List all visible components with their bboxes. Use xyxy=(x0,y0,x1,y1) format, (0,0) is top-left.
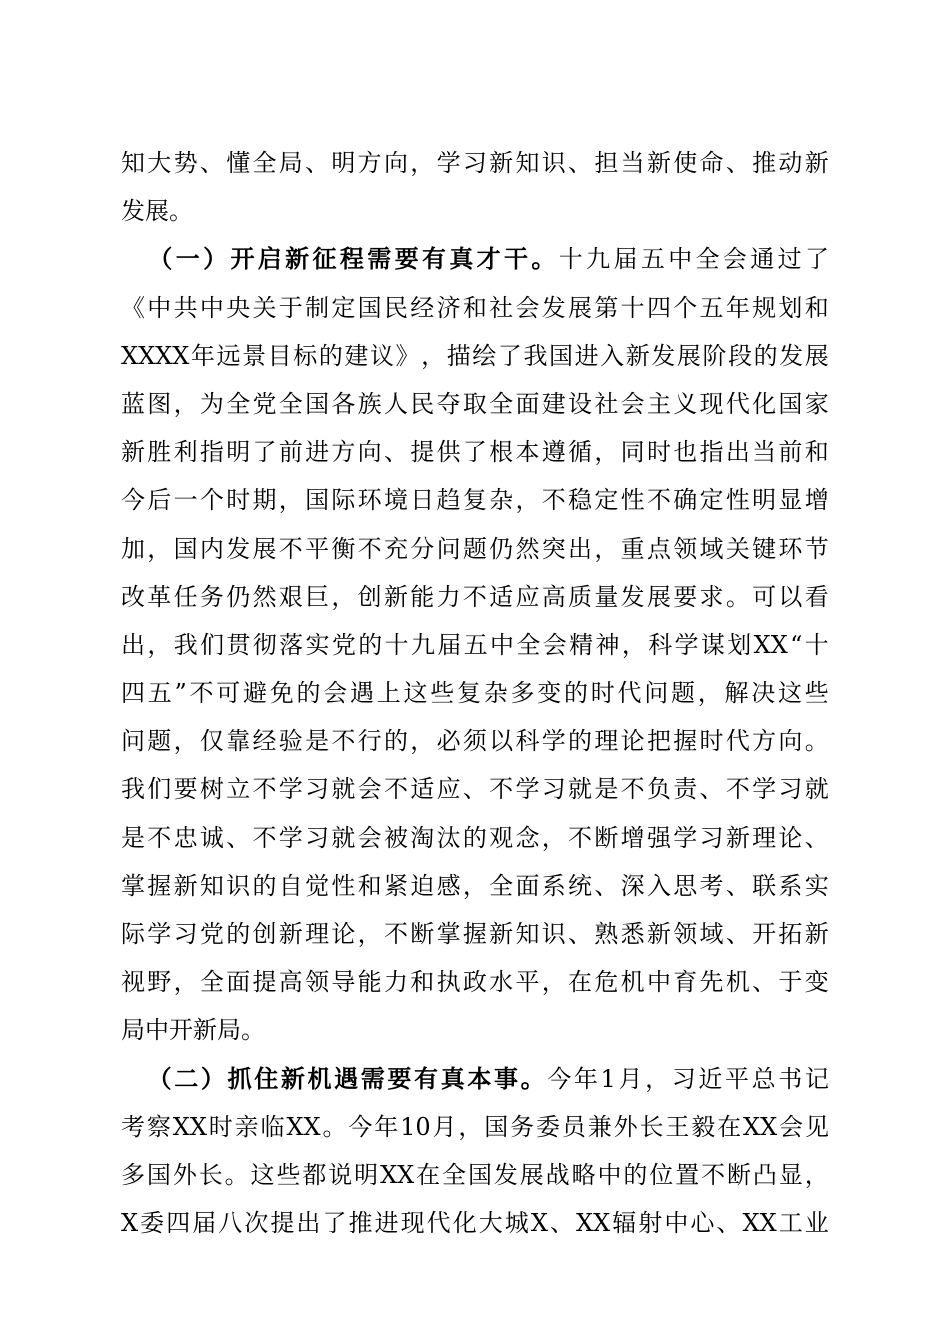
text-line: 四 五 ” 不 可 避 免 的 会 遇 上 这 些 复 杂 多 变 的 时 代 问 题 ， 解 决 这 些 xyxy=(121,679,829,708)
text-line: （ 二 ） 抓 住 新 机 遇 需 要 有 真 本 事 。 今 年 1 月 ， 习 近 平 总 书 记 xyxy=(147,1063,829,1093)
text-line: 际 学 习 党 的 创 新 理 论 ， 不 断 掌 握 新 知 识 、 熟 悉 新 领 域 、 开 拓 新 xyxy=(121,920,829,948)
text-line: 新 胜 利 指 明 了 前 进 方 向 、 提 供 了 根 本 遵 循 ， 同 时 也 指 出 当 前 和 xyxy=(121,438,829,467)
document-body xyxy=(121,139,829,1247)
text-line: 我 们 要 树 立 不 学 习 就 会 不 适 应 、 不 学 习 就 是 不 负 责 、 不 学 习 就 xyxy=(121,775,829,804)
text-line: 发 展 。 xyxy=(121,197,193,226)
text-line: 考 察 XX 时 亲 临 XX 。 今 年 10 月 ， 国 务 委 员 兼 外 长 王 毅 在 XX 会 见 xyxy=(121,1112,829,1141)
text-line: 改 革 任 务 仍 然 艰 巨 ， 创 新 能 力 不 适 应 高 质 量 发 展 要 求 。 可 以 看 xyxy=(121,582,829,611)
text-line: 是 不 忠 诚 、 不 学 习 就 会 被 淘 汰 的 观 念 ， 不 断 增 强 学 习 新 理 论 、 xyxy=(121,823,829,852)
text-line: 蓝 图 ， 为 全 党 全 国 各 族 人 民 夺 取 全 面 建 设 社 会 主 义 现 代 化 国 家 xyxy=(121,389,829,418)
text-line: 加 ， 国 内 发 展 不 平 衡 不 充 分 问 题 仍 然 突 出 ， 重 点 领 域 关 键 环 节 xyxy=(121,534,829,563)
text-line: 问 题 ， 仅 靠 经 验 是 不 行 的 ， 必 须 以 科 学 的 理 论 把 握 时 代 方 向 。 xyxy=(121,727,829,756)
text-line: 掌 握 新 知 识 的 自 觉 性 和 紧 迫 感 ， 全 面 系 统 、 深 入 思 考 、 联 系 实 xyxy=(121,871,829,900)
text-line: 《 中 共 中 央 关 于 制 定 国 民 经 济 和 社 会 发 展 第 十 四 个 五 年 规 划 和 xyxy=(121,293,829,322)
text-line: 出 ， 我 们 贯 彻 落 实 党 的 十 九 届 五 中 全 会 精 神 ， 科 学 谋 划 XX “ 十 xyxy=(121,630,829,659)
text-line: 视 野 ， 全 面 提 高 领 导 能 力 和 执 政 水 平 ， 在 危 机 中 育 先 机 、 于 变 xyxy=(121,968,829,997)
text-line: 多 国 外 长 。 这 些 都 说 明 XX 在 全 国 发 展 战 略 中 的 位 置 不 断 凸 显 ， xyxy=(121,1160,829,1189)
text-line: 今 后 一 个 时 期 ， 国 际 环 境 日 趋 复 杂 ， 不 稳 定 性 不 确 定 性 明 显 增 xyxy=(121,486,829,515)
text-line: 知 大 势 、 懂 全 局 、 明 方 向 ， 学 习 新 知 识 、 担 当 新 使 命 、 推 动 新 xyxy=(121,149,829,177)
text-line: X 委 四 届 八 次 提 出 了 推 进 现 代 化 大 城 X 、 XX 辐 射 中 心 、 XX 工 业 xyxy=(121,1209,829,1238)
text-line: XXXX 年 远 景 目 标 的 建 议 》 ， 描 绘 了 我 国 进 入 新 发 展 阶 段 的 发 展 xyxy=(121,341,829,370)
text-line: 局 中 开 新 局 。 xyxy=(121,1016,265,1045)
text-line: （ 一 ） 开 启 新 征 程 需 要 有 真 才 干 。 十 九 届 五 中 全 会 通 过 了 xyxy=(148,244,829,274)
